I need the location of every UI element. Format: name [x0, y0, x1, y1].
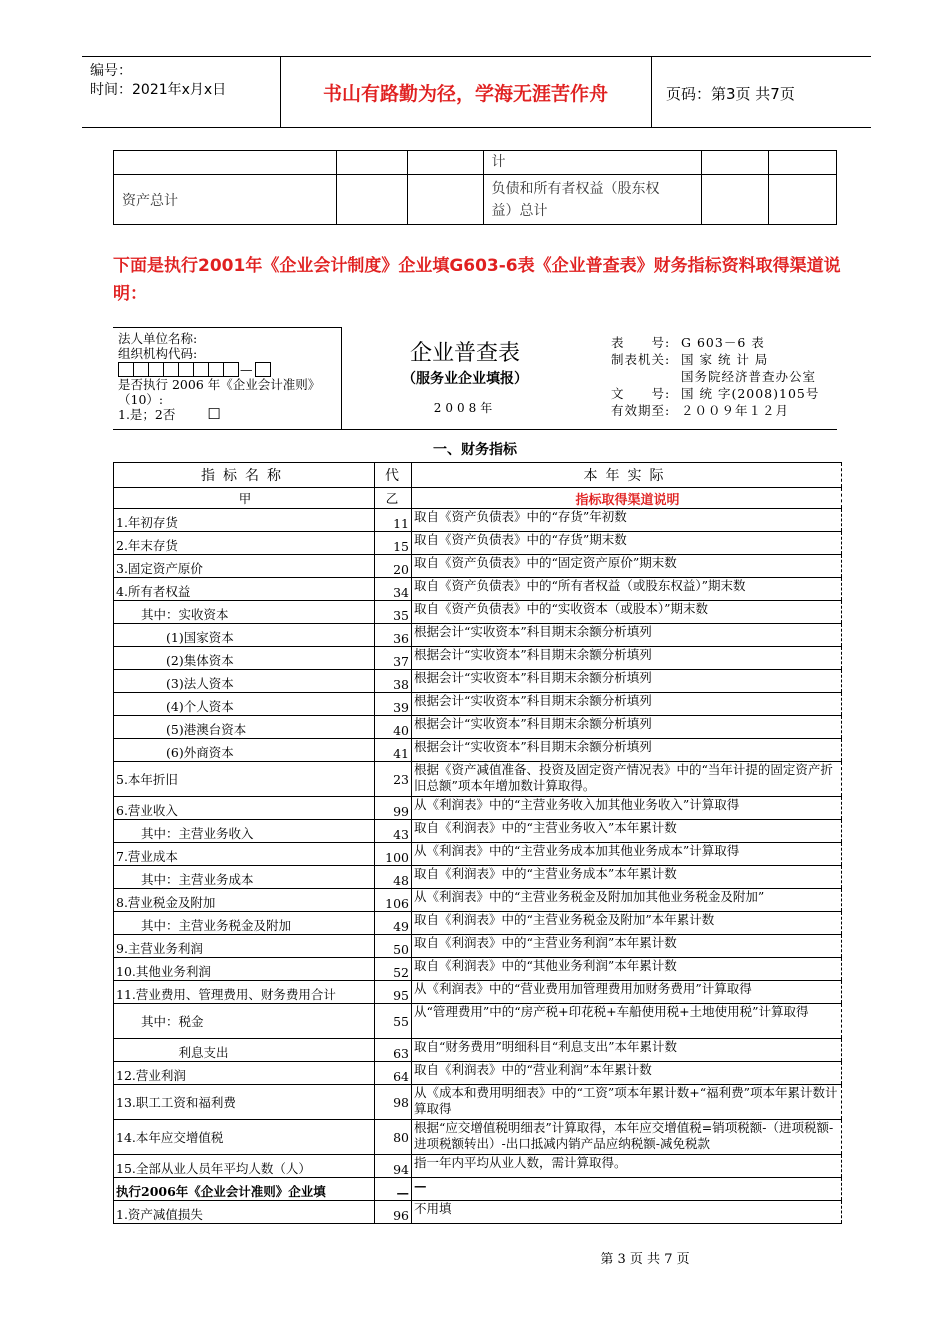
- answer-options: 1.是；2否: [118, 407, 176, 422]
- indicator-code: 15: [375, 532, 412, 555]
- indicator-name: 其中：税金: [114, 1004, 375, 1039]
- indicator-code: 94: [375, 1155, 412, 1178]
- indicator-code: 52: [375, 958, 412, 981]
- indicator-source: 取自《利润表》中的“其他业务利润”本年累计数: [412, 958, 842, 981]
- indicator-name: 8.营业税金及附加: [114, 889, 375, 912]
- indicator-source: —: [412, 1178, 842, 1201]
- indicator-name: 6.营业收入: [114, 797, 375, 820]
- indicator-code: 23: [375, 762, 412, 797]
- meta-key: 文 号:: [611, 386, 671, 401]
- indicator-code: 43: [375, 820, 412, 843]
- table-row: [114, 935, 842, 958]
- table-row: [114, 1062, 842, 1085]
- indicator-source: 取自《利润表》中的“主营业务成本”本年累计数: [412, 866, 842, 889]
- table-row: [114, 739, 842, 762]
- col-header-code: 代: [375, 463, 412, 488]
- table-row: [114, 509, 842, 532]
- indicator-code: 49: [375, 912, 412, 935]
- indicator-name: 14.本年应交增值税: [114, 1120, 375, 1155]
- table-cell: [408, 175, 484, 225]
- col-header-value: 本年实际: [412, 463, 842, 488]
- table-cell: [336, 151, 407, 175]
- table-row: [114, 889, 842, 912]
- indicator-code: 36: [375, 624, 412, 647]
- indicator-code: 38: [375, 670, 412, 693]
- table-row: [114, 1201, 842, 1224]
- indicator-name: 10.其他业务利润: [114, 958, 375, 981]
- indicator-source: 指一年内平均从业人数，需计算取得。: [412, 1155, 842, 1178]
- indicator-code: 100: [375, 843, 412, 866]
- indicator-name: 2.年末存货: [114, 532, 375, 555]
- code-box[interactable]: [148, 362, 164, 377]
- meta-key: 制表机关:: [611, 352, 671, 367]
- indicator-source: 取自《利润表》中的“营业利润”本年累计数: [412, 1062, 842, 1085]
- code-box[interactable]: [178, 362, 194, 377]
- indicator-code: 98: [375, 1085, 412, 1120]
- indicator-code: 34: [375, 578, 412, 601]
- table-row: [114, 820, 842, 843]
- meta-key: 表 号:: [611, 335, 671, 350]
- header-left: [90, 62, 226, 100]
- indicator-name: (4)个人资本: [114, 693, 375, 716]
- table-row: [114, 843, 842, 866]
- indicator-source: 根据会计“实收资本”科目期末余额分析填列: [412, 670, 842, 693]
- indicator-table: [113, 462, 842, 1224]
- table-row: [114, 532, 842, 555]
- indicator-name: 执行2006年《企业会计准则》企业填: [114, 1178, 375, 1201]
- indicator-code: 55: [375, 1004, 412, 1039]
- table-row: [114, 958, 842, 981]
- code-box[interactable]: [255, 362, 271, 377]
- indicator-source: 根据会计“实收资本”科目期末余额分析填列: [412, 739, 842, 762]
- table-row: [114, 797, 842, 820]
- table-cell: [769, 175, 837, 225]
- indicator-code: 64: [375, 1062, 412, 1085]
- indicator-source: 从《成本和费用明细表》中的“工资”项本年累计数+“福利费”项本年累计数计算取得: [412, 1085, 842, 1120]
- number-label: 编号：: [90, 63, 132, 79]
- table-row: [114, 578, 842, 601]
- indicator-code: 35: [375, 601, 412, 624]
- indicator-source: 根据会计“实收资本”科目期末余额分析填列: [412, 693, 842, 716]
- indicator-name: 5.本年折旧: [114, 762, 375, 797]
- unit-name-label: 法人单位名称:: [118, 331, 198, 346]
- meta-row: [611, 385, 819, 402]
- code-dash: —: [240, 362, 253, 377]
- table-row: [114, 624, 842, 647]
- indicator-name: 1.资产减值损失: [114, 1201, 375, 1224]
- indicator-name: 其中：主营业务收入: [114, 820, 375, 843]
- header-page-info: 页码：第3页 共7页: [666, 85, 795, 103]
- indicator-code: 20: [375, 555, 412, 578]
- indicator-name: (3)法人资本: [114, 670, 375, 693]
- indicator-source: 从《利润表》中的“主营业务收入加其他业务收入”计算取得: [412, 797, 842, 820]
- label-line: 益）总计: [491, 203, 548, 219]
- indicator-code: 95: [375, 981, 412, 1004]
- meta-row: [611, 351, 819, 368]
- indicator-name: 3.固定资产原价: [114, 555, 375, 578]
- meta-value: 国务院经济普查办公室: [681, 369, 817, 384]
- indicator-name: (5)港澳台资本: [114, 716, 375, 739]
- col-header-name: 指标名称: [114, 463, 375, 488]
- form-header-rule: [113, 429, 837, 430]
- indicator-source: 取自《利润表》中的“主营业务税金及附加”本年累计数: [412, 912, 842, 935]
- page-footer: 第 3 页 共 7 页: [600, 1252, 690, 1267]
- indicator-name: 其中：主营业务成本: [114, 866, 375, 889]
- form-unit-box: [113, 327, 342, 430]
- indicator-code: 50: [375, 935, 412, 958]
- table-cell: [114, 151, 337, 175]
- indicator-code: 41: [375, 739, 412, 762]
- indicator-name: 7.营业成本: [114, 843, 375, 866]
- code-box[interactable]: [118, 362, 134, 377]
- indicator-source: 取自《资产负债表》中的“固定资产原价”期末数: [412, 555, 842, 578]
- table-row: [114, 1004, 842, 1039]
- indicator-name: 1.年初存货: [114, 509, 375, 532]
- answer-row: [118, 407, 320, 422]
- table-subheader-row: [114, 488, 842, 509]
- indicator-source: 取自《利润表》中的“主营业务利润”本年累计数: [412, 935, 842, 958]
- label-line: 负债和所有者权益（股东权: [491, 181, 660, 197]
- col-sub-name: 甲: [114, 488, 375, 509]
- table-row: [114, 601, 842, 624]
- indicator-code: —: [375, 1178, 412, 1201]
- indicator-source: 取自《资产负债表》中的“所有者权益（或股东权益）”期末数: [412, 578, 842, 601]
- indicator-code: 63: [375, 1039, 412, 1062]
- indicator-source: 根据“应交增值税明细表”计算取得，本年应交增值税=销项税额-（进项税额-进项税额转出）-出口抵减内销产品应纳税额-减免税款: [412, 1120, 842, 1155]
- indicator-name: 4.所有者权益: [114, 578, 375, 601]
- table-row: [114, 1178, 842, 1201]
- table-row: [114, 647, 842, 670]
- header-motto: 书山有路勤为径，学海无涯苦作舟: [322, 83, 608, 105]
- notice-heading: 下面是执行2001年《企业会计制度》企业填G603-6表《企业普查表》财务指标资料取得渠道说明：: [113, 256, 841, 304]
- table-row: [114, 762, 842, 797]
- total-assets-label: 资产总计: [114, 175, 337, 225]
- page-header: [82, 56, 871, 128]
- indicator-name: 13.职工工资和福利费: [114, 1085, 375, 1120]
- indicator-code: 106: [375, 889, 412, 912]
- indicator-code: 37: [375, 647, 412, 670]
- indicator-name: 15.全部从业人员年平均人数（人）: [114, 1155, 375, 1178]
- indicator-name: 11.营业费用、管理费用、财务费用合计: [114, 981, 375, 1004]
- code-box[interactable]: [223, 362, 239, 377]
- table-row: [114, 1085, 842, 1120]
- indicator-code: 48: [375, 866, 412, 889]
- indicator-code: 40: [375, 716, 412, 739]
- table-cell: [769, 151, 837, 175]
- indicator-source: 根据会计“实收资本”科目期末余额分析填列: [412, 624, 842, 647]
- indicator-code: 96: [375, 1201, 412, 1224]
- table-row: [114, 981, 842, 1004]
- indicator-source: 取自《利润表》中的“主营业务收入”本年累计数: [412, 820, 842, 843]
- table-row: [114, 1155, 842, 1178]
- indicator-source: 从《利润表》中的“主营业务税金及附加加其他业务税金及附加”: [412, 889, 842, 912]
- indicator-source: 根据《资产减值准备、投资及固定资产情况表》中的“当年计提的固定资产折旧总额”项本年增加数计算取得。: [412, 762, 842, 797]
- table-cell: 计: [483, 151, 702, 175]
- indicator-name: 其中：实收资本: [114, 601, 375, 624]
- indicator-name: 利息支出: [114, 1039, 375, 1062]
- standard-question: 是否执行 2006 年《企业会计准则》: [118, 377, 321, 392]
- table-row: [114, 716, 842, 739]
- meta-key: 有效期至:: [611, 403, 671, 418]
- indicator-source: 取自《资产负债表》中的“存货”年初数: [412, 509, 842, 532]
- meta-row: [611, 334, 819, 351]
- code-box[interactable]: [208, 362, 224, 377]
- org-code-boxes[interactable]: [118, 362, 320, 377]
- indicator-source: 从“管理费用”中的“房产税+印花税+车船使用税+土地使用税”计算取得: [412, 1004, 842, 1039]
- meta-value: 国 家 统 计 局: [681, 352, 769, 367]
- section-title: 一、财务指标: [433, 442, 517, 458]
- indicator-name: (2)集体资本: [114, 647, 375, 670]
- indicator-source: 取自“财务费用”明细科目“利息支出”本年累计数: [412, 1039, 842, 1062]
- question-code: （10）:: [118, 392, 164, 407]
- form-title: 企业普查表: [409, 341, 520, 366]
- table-row: [114, 866, 842, 889]
- meta-value: 国 统 字(2008)105号: [681, 386, 820, 401]
- indicator-code: 39: [375, 693, 412, 716]
- table-row: [114, 670, 842, 693]
- form-subtitle: （服务业企业填报）: [402, 371, 528, 387]
- indicator-source: 取自《资产负债表》中的“实收资本（或股本）”期末数: [412, 601, 842, 624]
- table-row: [114, 693, 842, 716]
- table-row: [114, 1120, 842, 1155]
- indicator-source: 从《利润表》中的“主营业务成本加其他业务成本”计算取得: [412, 843, 842, 866]
- table-cell: [702, 175, 769, 225]
- org-code-label: 组织机构代码:: [118, 346, 198, 361]
- meta-value: G 603－6 表: [681, 335, 765, 350]
- indicator-source: 取自《资产负债表》中的“存货”期末数: [412, 532, 842, 555]
- col-sub-code: 乙: [375, 488, 412, 509]
- meta-row: [611, 402, 819, 419]
- answer-checkbox[interactable]: ☐: [207, 405, 221, 423]
- table-cell: [702, 151, 769, 175]
- meta-row: [611, 368, 819, 385]
- form-year: 2008年: [433, 401, 497, 415]
- time-label: 时间：2021年x月x日: [90, 82, 227, 98]
- indicator-source: 根据会计“实收资本”科目期末余额分析填列: [412, 716, 842, 739]
- indicator-source: 根据会计“实收资本”科目期末余额分析填列: [412, 647, 842, 670]
- table-row: [114, 1039, 842, 1062]
- indicator-code: 80: [375, 1120, 412, 1155]
- code-box[interactable]: [163, 362, 179, 377]
- table-row: [114, 912, 842, 935]
- total-liabilities-label: [483, 175, 702, 225]
- table-cell: [336, 175, 407, 225]
- meta-value: ２００９年１２月: [681, 403, 790, 418]
- meta-key: [611, 368, 681, 385]
- indicator-code: 99: [375, 797, 412, 820]
- code-box[interactable]: [193, 362, 209, 377]
- indicator-name: (6)外商资本: [114, 739, 375, 762]
- indicator-name: 其中：主营业务税金及附加: [114, 912, 375, 935]
- indicator-source: 从《利润表》中的“营业费用加管理费用加财务费用”计算取得: [412, 981, 842, 1004]
- indicator-source: 不用填: [412, 1201, 842, 1224]
- indicator-name: 9.主营业务利润: [114, 935, 375, 958]
- indicator-name: 12.营业利润: [114, 1062, 375, 1085]
- indicator-name: (1)国家资本: [114, 624, 375, 647]
- form-meta: [611, 334, 819, 419]
- table-cell: [408, 151, 484, 175]
- table-row: [114, 555, 842, 578]
- col-sub-value: 指标取得渠道说明: [412, 488, 842, 509]
- balance-sheet-fragment: [113, 150, 837, 225]
- indicator-code: 11: [375, 509, 412, 532]
- code-box[interactable]: [133, 362, 149, 377]
- table-header-row: [114, 463, 842, 488]
- header-divider: [651, 57, 652, 127]
